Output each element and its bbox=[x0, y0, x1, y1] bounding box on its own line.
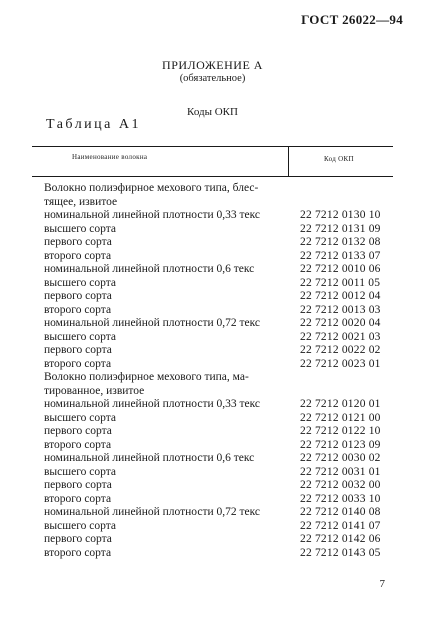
table-row bbox=[32, 452, 393, 466]
fiber-name-cell: второго сорта bbox=[44, 249, 112, 262]
okp-code-cell: 22 7212 0132 08 bbox=[300, 236, 381, 248]
table-row bbox=[32, 277, 393, 291]
table-row bbox=[32, 250, 393, 264]
table-row bbox=[32, 385, 393, 399]
okp-code-cell: 22 7212 0013 03 bbox=[300, 303, 381, 316]
table-header-border bbox=[32, 176, 393, 177]
fiber-name-cell: номинальной линейной плотности 0,6 текс bbox=[44, 263, 255, 275]
fiber-name-cell: Волокно полиэфирное мехового типа, блес- bbox=[44, 182, 259, 194]
fiber-name-cell: номинальной линейной плотности 0,33 текс bbox=[44, 209, 261, 221]
table-top-border bbox=[32, 146, 393, 147]
fiber-name-cell: высшего сорта bbox=[44, 222, 116, 235]
okp-code-cell: 22 7212 0031 01 bbox=[300, 465, 381, 478]
fiber-name-cell: первого сорта bbox=[44, 425, 112, 437]
fiber-name-cell: высшего сорта bbox=[44, 411, 116, 424]
fiber-name-cell: номинальной линейной плотности 0,72 текс bbox=[44, 506, 261, 518]
table-row bbox=[32, 223, 393, 237]
fiber-name-cell: первого сорта bbox=[44, 290, 112, 302]
table-row bbox=[32, 209, 393, 223]
okp-code-cell: 22 7212 0021 03 bbox=[300, 330, 381, 343]
fiber-name-cell: высшего сорта bbox=[44, 330, 116, 343]
okp-code-cell: 22 7212 0140 08 bbox=[300, 506, 381, 518]
okp-code-cell: 22 7212 0141 07 bbox=[300, 519, 381, 532]
fiber-name-cell: первого сорта bbox=[44, 344, 112, 356]
okp-table bbox=[32, 146, 393, 559]
okp-code-cell: 22 7212 0022 02 bbox=[300, 344, 381, 356]
table-row bbox=[32, 263, 393, 277]
fiber-name-cell: тящее, извитое bbox=[44, 195, 118, 208]
fiber-name-cell: высшего сорта bbox=[44, 276, 116, 289]
table-row bbox=[32, 398, 393, 412]
table-row bbox=[32, 479, 393, 493]
okp-code-cell: 22 7212 0023 01 bbox=[300, 357, 381, 370]
table-row bbox=[32, 331, 393, 345]
standard-header: ГОСТ 26022—94 bbox=[301, 12, 403, 27]
fiber-name-cell: первого сорта bbox=[44, 479, 112, 491]
codes-title: Коды ОКП bbox=[187, 106, 238, 118]
okp-code-cell: 22 7212 0033 10 bbox=[300, 492, 381, 505]
table-row bbox=[32, 304, 393, 318]
table-row bbox=[32, 533, 393, 547]
fiber-name-cell: второго сорта bbox=[44, 492, 112, 505]
table-row bbox=[32, 506, 393, 520]
table-row bbox=[32, 344, 393, 358]
fiber-name-cell: номинальной линейной плотности 0,6 текс bbox=[44, 452, 255, 464]
okp-code-cell: 22 7212 0010 06 bbox=[300, 263, 381, 275]
okp-code-cell: 22 7212 0142 06 bbox=[300, 533, 381, 545]
page-number: 7 bbox=[379, 578, 385, 590]
fiber-name-cell: номинальной линейной плотности 0,72 текс bbox=[44, 317, 261, 329]
table-row bbox=[32, 196, 393, 210]
table-row bbox=[32, 493, 393, 507]
fiber-name-cell: высшего сорта bbox=[44, 519, 116, 532]
table-row bbox=[32, 439, 393, 453]
okp-code-cell: 22 7212 0030 02 bbox=[300, 452, 381, 464]
table-row bbox=[32, 290, 393, 304]
fiber-name-cell: второго сорта bbox=[44, 546, 112, 559]
okp-code-cell: 22 7212 0121 00 bbox=[300, 411, 381, 424]
fiber-name-cell: второго сорта bbox=[44, 303, 112, 316]
fiber-name-cell: второго сорта bbox=[44, 438, 112, 451]
table-row bbox=[32, 425, 393, 439]
column-header-name: Наименование волокна bbox=[72, 153, 148, 161]
table-row bbox=[32, 371, 393, 385]
table-row bbox=[32, 466, 393, 480]
column-header-code: Код ОКП bbox=[324, 155, 354, 163]
table-row bbox=[32, 412, 393, 426]
table-row bbox=[32, 236, 393, 250]
table-column-divider bbox=[288, 146, 289, 176]
okp-code-cell: 22 7212 0130 10 bbox=[300, 209, 381, 221]
table-row bbox=[32, 520, 393, 534]
fiber-name-cell: высшего сорта bbox=[44, 465, 116, 478]
appendix-subtitle: (обязательное) bbox=[179, 73, 246, 84]
fiber-name-cell: Волокно полиэфирное мехового типа, ма- bbox=[44, 371, 249, 383]
fiber-name-cell: первого сорта bbox=[44, 236, 112, 248]
fiber-name-cell: первого сорта bbox=[44, 533, 112, 545]
appendix-title: ПРИЛОЖЕНИЕ А bbox=[162, 58, 263, 72]
fiber-name-cell: тированное, извитое bbox=[44, 384, 145, 397]
okp-code-cell: 22 7212 0032 00 bbox=[300, 479, 381, 491]
table-row bbox=[32, 358, 393, 372]
okp-code-cell: 22 7212 0011 05 bbox=[300, 276, 381, 289]
okp-code-cell: 22 7212 0131 09 bbox=[300, 222, 381, 235]
table-caption: Таблица А1 bbox=[46, 117, 141, 132]
table-body bbox=[32, 182, 393, 560]
table-row bbox=[32, 547, 393, 561]
fiber-name-cell: номинальной линейной плотности 0,33 текс bbox=[44, 398, 261, 410]
okp-code-cell: 22 7212 0143 05 bbox=[300, 546, 381, 559]
table-row bbox=[32, 317, 393, 331]
okp-code-cell: 22 7212 0120 01 bbox=[300, 398, 381, 410]
okp-code-cell: 22 7212 0020 04 bbox=[300, 317, 381, 329]
table-row bbox=[32, 182, 393, 196]
okp-code-cell: 22 7212 0012 04 bbox=[300, 290, 381, 302]
okp-code-cell: 22 7212 0123 09 bbox=[300, 438, 381, 451]
fiber-name-cell: второго сорта bbox=[44, 357, 112, 370]
okp-code-cell: 22 7212 0122 10 bbox=[300, 425, 381, 437]
okp-code-cell: 22 7212 0133 07 bbox=[300, 249, 381, 262]
